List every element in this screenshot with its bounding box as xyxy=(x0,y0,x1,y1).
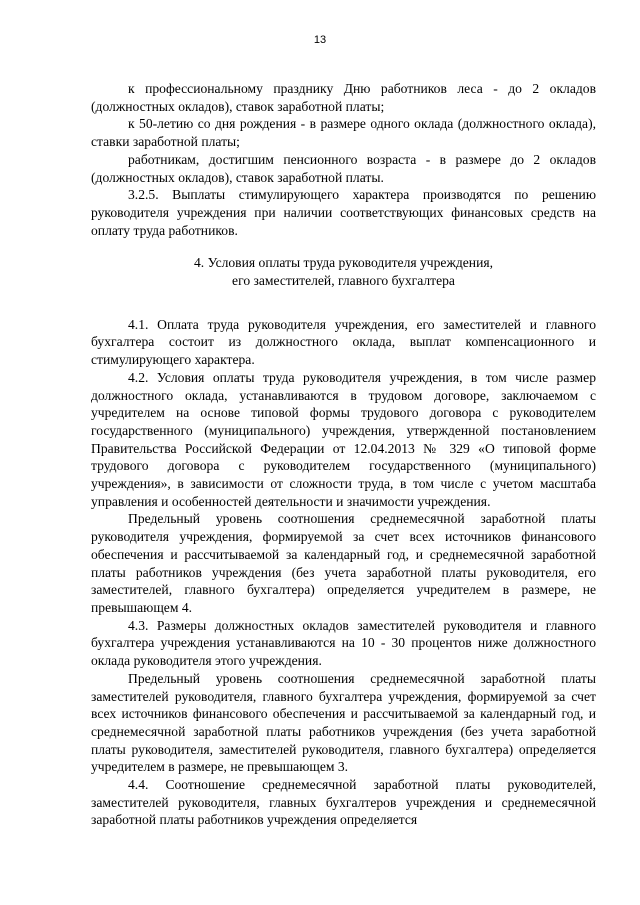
section-heading-line-2: его заместителей, главного бухгалтера xyxy=(232,273,455,289)
paragraph-4-1: 4.1. Оплата труда руководителя учреждения, его заместителей и главного бухгалтера состоит из должностного оклада, выплат компенсационного и стимулирующего характера. xyxy=(91,316,596,368)
section-heading xyxy=(91,254,596,289)
document-body xyxy=(91,80,596,829)
paragraph-4-3: 4.3. Размеры должностных окладов заместителей руководителя и главного бухгалтера учреждения устанавливаются на 10 - 30 процентов ниже должностного оклада руководителя этого учреждения. xyxy=(91,617,596,669)
paragraph-4-4: 4.4. Соотношение среднемесячной заработной платы руководителей, заместителей руководителя, главных бухгалтеров учреждения и среднемесячной заработной платы работников учреждения определяется xyxy=(91,777,596,828)
section-heading-line-1: 4. Условия оплаты труда руководителя учреждения, xyxy=(193,255,494,271)
paragraph-head-salary-ratio: Предельный уровень соотношения среднемесячной заработной платы руководителя учреждения, формируемой за счет всех источников финансового обеспечения и рассчитываемой за календарный год, и среднемесячной заработной платы работников учреждения (без учета заработной платы руководителя, его заместителей, главного бухгалтера) определяется учредителем в размере, не превышающем 4. xyxy=(91,511,596,615)
paragraph-deputy-salary-ratio: Предельный уровень соотношения среднемесячной заработной платы заместителей руководителя, главного бухгалтера учреждения, формируемой за счет всех источников финансового обеспечения и рассчитываемой за календарный год, и среднемесячной заработной платы работников учреждения (без учета заработной платы руководителя, заместителей руководителя, главного бухгалтера) определяется учредителем в размере, не превышающем 3. xyxy=(91,670,596,775)
paragraph-4-2: 4.2. Условия оплаты труда руководителя учреждения, в том числе размер должностного оклада, устанавливаются в трудовом договоре, заключаемом с учредителем на основе типовой формы трудового договора с руководителем государственного (муниципального) учреждения, утвержденной постановлением Правительства Российской Федерации от 12.04.2013 № 329 «О типовой форме трудового договора с руководителем государственного (муниципального) учреждения», в зависимости от сложности труда, в том числе с учетом масштаба управления и особенностей деятельности и значимости учреждения. xyxy=(91,369,596,509)
page-number: 13 xyxy=(313,34,327,46)
paragraph-holiday-bonus: к профессиональному празднику Дню работников леса - до 2 окладов (должностных окладов), ставок заработной платы; xyxy=(91,81,596,114)
paragraph-retirement-bonus: работникам, достигшим пенсионного возраста - в размере до 2 окладов (должностных окладов), ставок заработной платы. xyxy=(91,151,596,185)
paragraph-anniversary-bonus: к 50-летию со дня рождения - в размере одного оклада (должностного оклада), ставки заработной платы; xyxy=(91,116,596,150)
paragraph-3-2-5: 3.2.5. Выплаты стимулирующего характера производятся по решению руководителя учреждения при наличии соответствующих финансовых средств на оплату труда работников. xyxy=(91,187,596,238)
